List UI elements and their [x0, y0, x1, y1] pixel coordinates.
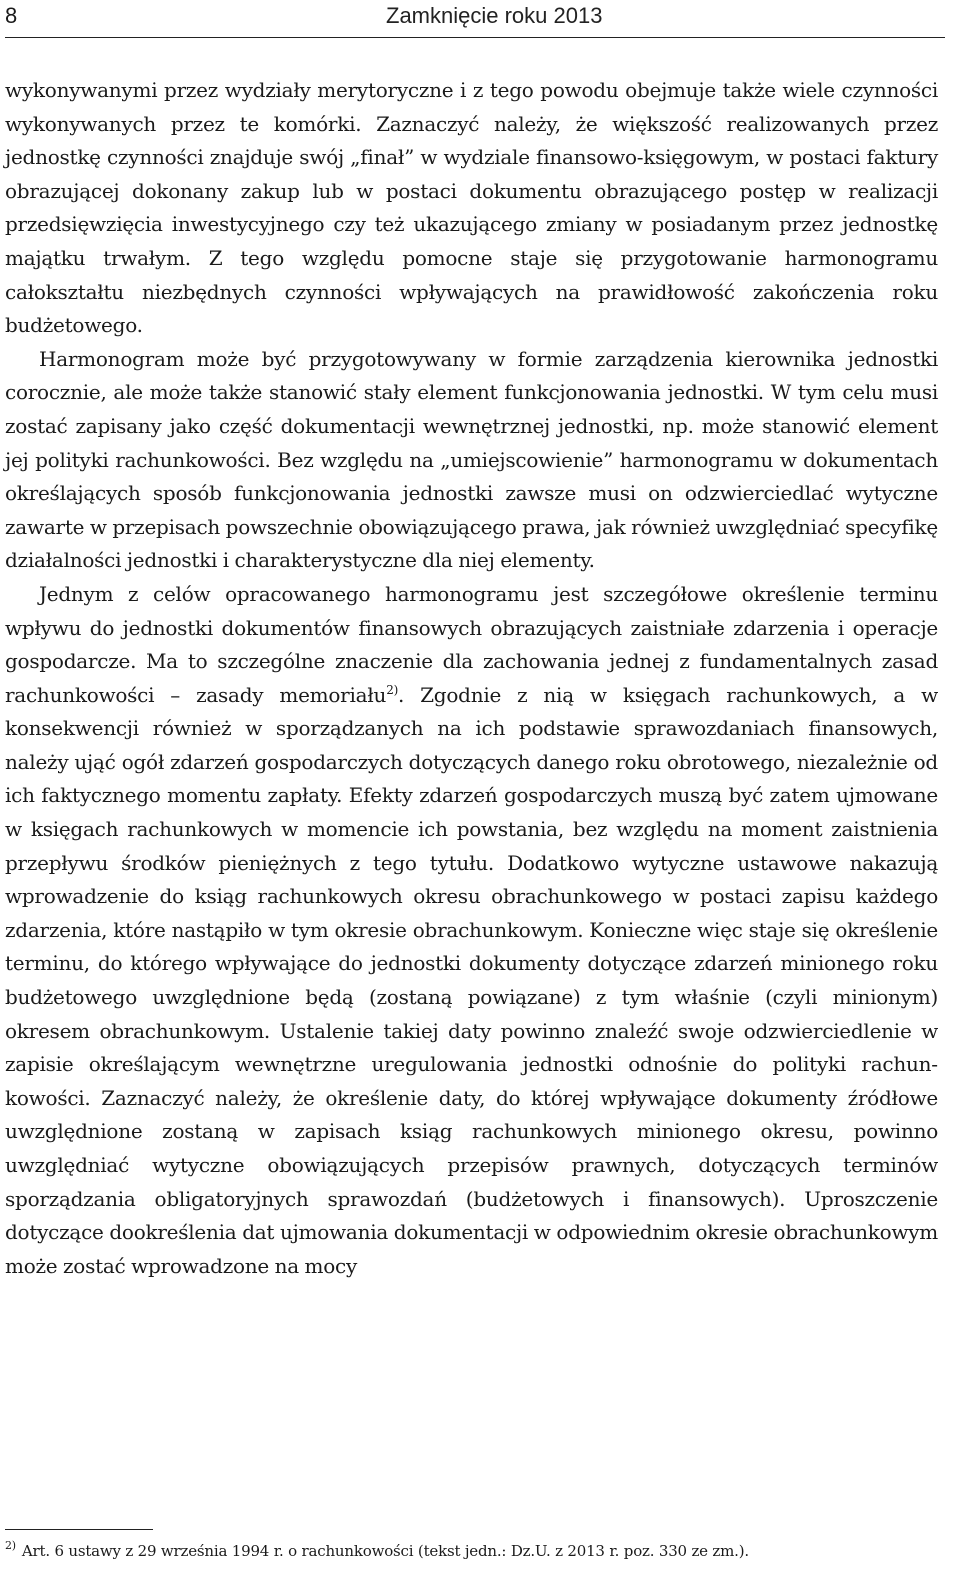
- page-number: 8: [5, 3, 18, 28]
- footnote-separator: [5, 1529, 153, 1530]
- footnote: [5, 1540, 938, 1562]
- footnote-text: Art. 6 ustawy z 29 września 1994 r. o rachunkowości (tekst jedn.: Dz.U. z 2013 r. poz. 330 ze zm.).: [21, 1542, 749, 1560]
- footnote-marker: 2): [5, 1539, 16, 1552]
- main-text: [5, 74, 938, 1283]
- paragraph-continued: wykonywanymi przez wydziały merytoryczne i z tego powodu obejmuje także wiele czynności wykonywanych przez te komórki. Zaznaczyć należy, że większość realizowanych przez jednostkę czynności znajduje swój „finał” w wydziale finansowo-księgowym, w postaci faktury obrazującej dokonany zakup lub w postaci dokumentu obrazującego postęp w realizacji przedsięwzięcia inwestycyjnego czy też ukazującego zmiany w posiadanym przez jednostkę majątku trwałym. Z tego względu pomocne staje się przygotowanie harmonogramu całokształtu niezbędnych czynności wpływających na prawidłowość zakończenia roku budżetowego.: [5, 78, 938, 338]
- footnote-reference[interactable]: 2): [386, 682, 399, 697]
- running-header: [5, 0, 945, 38]
- running-title: Zamknięcie roku 2013: [386, 3, 603, 28]
- paragraph-goals-text-end: . Zgodnie z nią w księgach rachunkowych, a w konsekwencji również w sporządzanych na ich podstawie sprawozdaniach finansowych, należy ująć ogół zdarzeń gospodarczych dotyczących danego roku obrotowego, niezależnie od ich faktycznego momentu zapłaty. Efekty zdarzeń gospodarczych muszą być zatem ujmowane w księgach rachunkowych w momencie ich powstania, bez względu na moment zaistnienia przepływu środków pieniężnych z tego tytułu. Dodatkowo wytyczne ustawowe nakazują wprowadzenie do ksiąg rachunkowych okresu obrachunkowego w postaci zapisu każdego zdarzenia, które nastąpiło w tym okresie obrachunkowym. Konieczne więc staje się określenie terminu, do którego wpływające do jednostki dokumenty dotyczące zdarzeń minionego roku budżetowego uwzględnione będą (zostaną powiązane) z tym właśnie (czyli minionym) okresem obrachunkowym. Ustalenie takiej daty powinno znaleźć swoje odzwierciedlenie w zapisie określającym wewnętrzne uregulowania jednostki odnośnie do polityki rachunkowości. Zaznaczyć należy, że określenie daty, do której wpływające dokumenty źródłowe uwzględnione zostaną w zapisach ksiąg rachunkowych minionego okresu, powinno uwzględniać wytyczne obowiązujących przepisów prawnych, dotyczących terminów sporządzania obligatoryjnych sprawozdań (budżetowych i finansowych). Uproszczenie dotyczące dookreślenia dat ujmowania dokumentacji w odpowiednim okresie obrachunkowym może zostać wprowadzone na mocy: [5, 682, 939, 1278]
- paragraph-goals: [5, 578, 938, 1283]
- paragraph-harmonogram: Harmonogram może być przygotowywany w formie zarządzenia kierownika jednostki corocznie, ale może także stanowić stały element funkcjonowania jednostki. W tym celu musi zostać zapisany jako część dokumentacji wewnętrznej jednostki, np. może stanowić element jej polityki rachunkowości. Bez względu na „umiejscowienie” harmonogramu w dokumentach określających sposób funkcjonowania jednostki zawsze musi on odzwierciedlać wytyczne zawarte w przepisach powszechnie obowiązującego prawa, jak również uwzględniać specyfikę działalności jednostki i charakterystyczne dla niej elementy.: [5, 346, 938, 573]
- paragraph-goals-text-start: Jednym z celów opracowanego harmonogramu jest szczegółowe określenie terminu wpływu do jednostki dokumentów finansowych obrazujących zaistniałe zdarzenia i operacje gospodarcze. Ma to szczególne znaczenie dla zachowania jednej z fundamentalnych zasad rachunkowości – zasady memoriału: [5, 581, 938, 707]
